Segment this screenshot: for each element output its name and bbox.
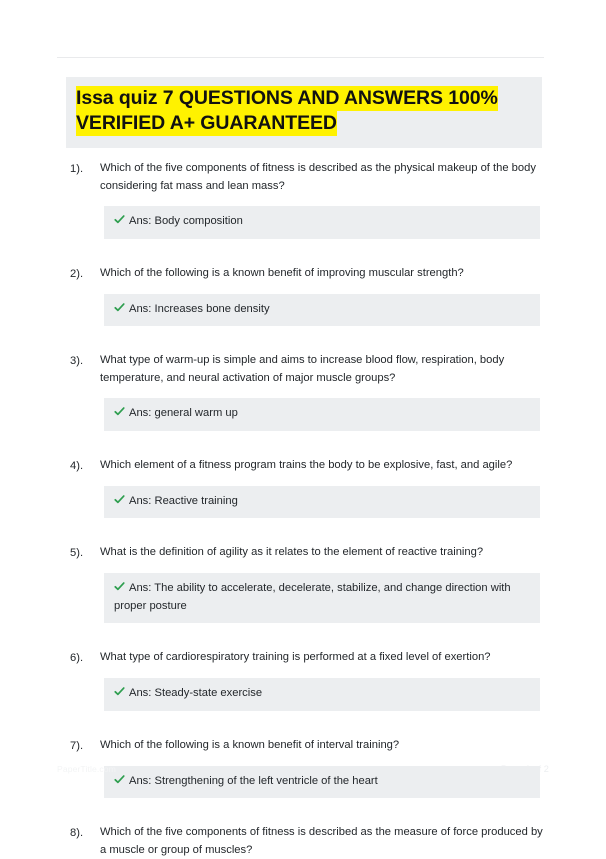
- answer-box: [104, 398, 540, 431]
- question-spacer: [0, 431, 606, 457]
- question-number: 8).: [70, 827, 84, 839]
- question-spacer: [0, 326, 606, 352]
- question-row: [0, 160, 606, 195]
- question-spacer: [0, 623, 606, 649]
- question-number: 1).: [70, 163, 84, 175]
- answer-text: Ans: Increases bone density: [129, 302, 270, 315]
- question-text: Which element of a fitness program trains the body to be explosive, fast, and agile?: [100, 458, 513, 471]
- question-text: What is the definition of agility as it relates to the element of reactive training?: [100, 546, 484, 558]
- question-text: Which of the following is a known benefit of interval training?: [100, 738, 400, 751]
- check-icon: [114, 406, 125, 417]
- answer-text: Ans: Steady-state exercise: [129, 687, 263, 699]
- page-footer: [0, 746, 606, 800]
- answer-wrapper: [0, 294, 606, 327]
- answer-text: Ans: The ability to accelerate, decelerate, stabilize, and change direction with proper posture: [114, 582, 511, 612]
- question-number: 4).: [70, 459, 84, 472]
- page-title: [76, 86, 532, 136]
- answer-wrapper: [0, 573, 606, 623]
- page-title-highlight: Issa quiz 7 QUESTIONS AND ANSWERS 100% VERIFIED A+ GUARANTEED: [76, 87, 498, 134]
- question-text: Which of the following is a known benefit of improving muscular strength?: [100, 266, 464, 279]
- question-number: 6).: [70, 652, 84, 664]
- check-icon: [114, 581, 125, 592]
- document-title-banner: [66, 77, 542, 148]
- question-item: [0, 352, 606, 431]
- check-icon: [114, 214, 125, 225]
- answer-line: [114, 493, 529, 511]
- answer-box: [104, 573, 540, 623]
- answer-line: [114, 213, 529, 231]
- question-spacer: [0, 711, 606, 737]
- answer-wrapper: [0, 486, 606, 519]
- answer-wrapper: [0, 398, 606, 431]
- question-item: [0, 160, 606, 239]
- question-item: [0, 544, 606, 623]
- question-number: 5).: [70, 547, 84, 559]
- question-text: Which of the five components of fitness is described as the measure of force produced by a muscle or group of muscles?: [100, 826, 543, 856]
- question-row: [0, 824, 606, 859]
- answer-text: Ans: Body composition: [129, 215, 243, 227]
- question-item: [0, 265, 606, 327]
- question-number: 3).: [70, 355, 84, 367]
- answer-line: [114, 580, 529, 615]
- answer-line: [114, 301, 529, 319]
- question-spacer: [0, 239, 606, 265]
- answer-text: Ans: Strengthening of the left ventricle of the heart: [129, 774, 378, 787]
- footer-page-number: Page 1 of 2: [500, 764, 549, 774]
- header-divider: [57, 57, 544, 58]
- answer-wrapper: [0, 678, 606, 711]
- question-spacer: [0, 798, 606, 824]
- answer-box: [104, 206, 540, 239]
- answer-box: [104, 294, 540, 327]
- question-number: 7).: [70, 739, 84, 752]
- question-number: 2).: [70, 267, 84, 280]
- footer-watermark: PaperTitle.com: [57, 764, 116, 774]
- answer-line: [114, 405, 529, 423]
- answer-line: [114, 685, 529, 703]
- question-item: [0, 649, 606, 711]
- question-text: What type of cardiorespiratory training is performed at a fixed level of exertion?: [100, 651, 491, 663]
- question-text: What type of warm-up is simple and aims to increase blood flow, respiration, body temperature, and neural activation of major muscle groups?: [100, 354, 505, 384]
- question-row: [0, 265, 606, 283]
- question-row: [0, 352, 606, 387]
- check-icon: [114, 302, 125, 313]
- question-text: Which of the five components of fitness is described as the physical makeup of the body considering fat mass and lean mass?: [100, 162, 536, 192]
- check-icon: [114, 494, 125, 505]
- question-spacer: [0, 518, 606, 544]
- question-row: [0, 649, 606, 667]
- answer-text: Ans: general warm up: [129, 407, 238, 419]
- question-row: [0, 457, 606, 475]
- answer-wrapper: [0, 206, 606, 239]
- question-item: [0, 457, 606, 519]
- check-icon: [114, 686, 125, 697]
- question-row: [0, 544, 606, 562]
- answer-text: Ans: Reactive training: [129, 494, 238, 507]
- answer-box: [104, 678, 540, 711]
- answer-box: [104, 486, 540, 519]
- question-item: [0, 824, 606, 859]
